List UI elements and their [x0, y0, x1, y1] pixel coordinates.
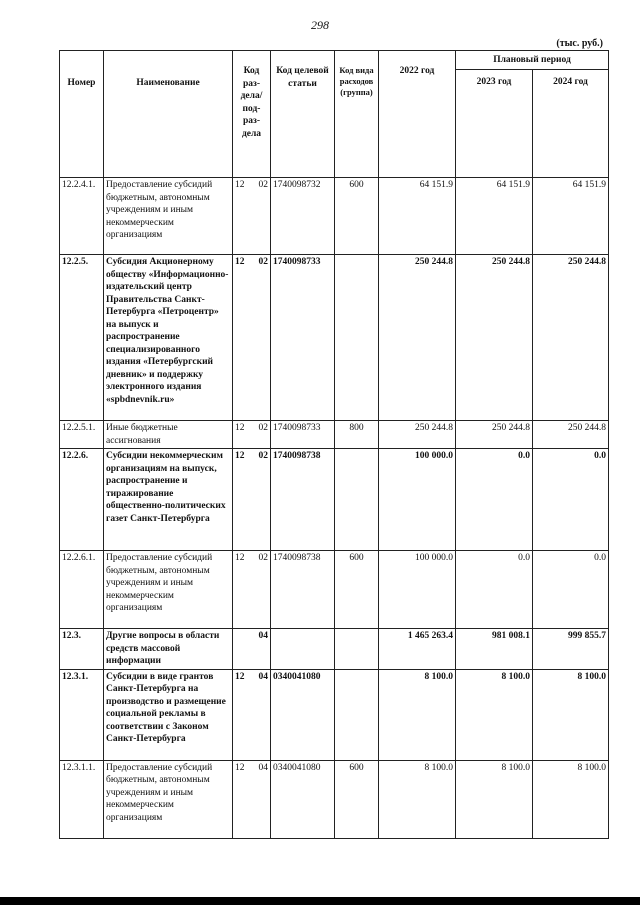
- header-2022: [379, 51, 456, 178]
- units-label: (тыс. руб.): [556, 38, 603, 49]
- row-pr: 04: [258, 631, 268, 641]
- header-2022-label: 2022 год: [399, 66, 435, 76]
- row-razdel: [233, 551, 271, 629]
- table-row: [60, 421, 609, 449]
- row-name: Субсидии в виде грантов Санкт-Петербурга на производство и размещение социальной рекламы в соответствии с Законом Санкт-Петербурга: [104, 669, 233, 760]
- row-2022: 250 244.8: [379, 255, 456, 421]
- row-pr: 02: [258, 257, 268, 267]
- row-2024: 0.0: [533, 449, 609, 551]
- row-pr: 04: [258, 762, 268, 773]
- row-rz: 12: [235, 423, 245, 433]
- row-2024: 250 244.8: [533, 255, 609, 421]
- row-razdel: [233, 669, 271, 760]
- row-razdel: [233, 629, 271, 670]
- row-name: Предоставление субсидий бюджетным, автономным учреждениям и иным некоммерческим организациям: [104, 178, 233, 255]
- row-rz: 12: [235, 451, 245, 461]
- row-2023: 0.0: [456, 449, 533, 551]
- row-vr: [335, 629, 379, 670]
- page-number: 298: [311, 18, 329, 32]
- row-pr: 02: [258, 553, 268, 563]
- row-rz: 12: [235, 180, 245, 190]
- row-2023: 0.0: [456, 551, 533, 629]
- row-cs: 0340041080: [271, 669, 335, 760]
- table-row: [60, 449, 609, 551]
- row-number: 12.2.5.1.: [60, 421, 104, 449]
- header-plan: [456, 51, 609, 70]
- row-vr: [335, 669, 379, 760]
- row-2024: 250 244.8: [533, 421, 609, 449]
- header-num-label: Номер: [67, 78, 96, 88]
- scan-bottom-edge: [0, 897, 640, 905]
- row-2022: 100 000.0: [379, 551, 456, 629]
- row-2022: 8 100.0: [379, 669, 456, 760]
- header-vr: [335, 51, 379, 178]
- row-pr: 02: [258, 451, 268, 461]
- row-2023: 64 151.9: [456, 178, 533, 255]
- row-vr: [335, 255, 379, 421]
- row-razdel: [233, 421, 271, 449]
- row-vr: 800: [335, 421, 379, 449]
- header-vr-label: Код вида расходов (группа): [339, 65, 374, 97]
- table-row: [60, 760, 609, 838]
- row-name: Другие вопросы в области средств массовой информации: [104, 629, 233, 670]
- row-2024: 8 100.0: [533, 669, 609, 760]
- row-name: Субсидии некоммерческим организациям на выпуск, распространение и тиражирование общественно-политических газет Санкт-Петербурга: [104, 449, 233, 551]
- row-2023: 981 008.1: [456, 629, 533, 670]
- row-vr: 600: [335, 760, 379, 838]
- row-2023: 8 100.0: [456, 669, 533, 760]
- row-cs: 1740098733: [271, 421, 335, 449]
- row-cs: [271, 629, 335, 670]
- row-2023: 250 244.8: [456, 255, 533, 421]
- row-vr: [335, 449, 379, 551]
- row-razdel: [233, 449, 271, 551]
- row-rz: 12: [235, 553, 245, 563]
- row-name: Предоставление субсидий бюджетным, автономным учреждениям и иным некоммерческим организациям: [104, 760, 233, 838]
- header-name: [104, 51, 233, 178]
- row-cs: 1740098733: [271, 255, 335, 421]
- budget-table: [59, 50, 609, 839]
- row-name: Предоставление субсидий бюджетным, автономным учреждениям и иным некоммерческим организациям: [104, 551, 233, 629]
- row-number: 12.2.6.1.: [60, 551, 104, 629]
- row-number: 12.3.: [60, 629, 104, 670]
- header-cs-label: Код целевой статьи: [276, 66, 329, 89]
- row-pr: 02: [258, 180, 268, 190]
- row-number: 12.2.6.: [60, 449, 104, 551]
- row-number: 12.3.1.: [60, 669, 104, 760]
- table-row: [60, 669, 609, 760]
- row-2022: 64 151.9: [379, 178, 456, 255]
- header-2023: [456, 70, 533, 178]
- row-number: 12.3.1.1.: [60, 760, 104, 838]
- row-pr: 04: [258, 671, 268, 682]
- table-row: [60, 255, 609, 421]
- row-razdel: [233, 178, 271, 255]
- row-2024: 64 151.9: [533, 178, 609, 255]
- row-2022: 100 000.0: [379, 449, 456, 551]
- header-razdel-label: Код раз-дела/ под-раз-дела: [240, 66, 263, 139]
- table-row: [60, 178, 609, 255]
- row-rz: 12: [235, 671, 245, 682]
- header-plan-label: Плановый период: [493, 54, 571, 65]
- row-cs: 1740098738: [271, 551, 335, 629]
- header-2024-label: 2024 год: [553, 77, 588, 87]
- table-row: [60, 629, 609, 670]
- row-name: Субсидия Акционерному обществу «Информационно-издательский центр Правительства Санкт-Петербурга «Петроцентр» на выпуск и распространение специализированного издания «Петербургский дневник» и поддержку электронного издания «spbdnevnik.ru»: [104, 255, 233, 421]
- row-2022: 250 244.8: [379, 421, 456, 449]
- row-2022: 1 465 263.4: [379, 629, 456, 670]
- row-rz: 12: [235, 762, 245, 773]
- row-cs: 1740098738: [271, 449, 335, 551]
- row-2023: 250 244.8: [456, 421, 533, 449]
- row-2024: 999 855.7: [533, 629, 609, 670]
- row-razdel: [233, 255, 271, 421]
- row-2022: 8 100.0: [379, 760, 456, 838]
- row-2024: 0.0: [533, 551, 609, 629]
- row-number: 12.2.4.1.: [60, 178, 104, 255]
- row-2023: 8 100.0: [456, 760, 533, 838]
- header-2023-label: 2023 год: [476, 77, 512, 87]
- row-pr: 02: [258, 423, 268, 433]
- row-rz: 12: [235, 257, 245, 267]
- row-razdel: [233, 760, 271, 838]
- header-row: [60, 51, 609, 70]
- header-num: [60, 51, 104, 178]
- row-cs: 0340041080: [271, 760, 335, 838]
- table-row: [60, 551, 609, 629]
- row-2024: 8 100.0: [533, 760, 609, 838]
- header-name-label: Наименование: [136, 78, 200, 88]
- row-vr: 600: [335, 551, 379, 629]
- row-cs: 1740098732: [271, 178, 335, 255]
- row-vr: 600: [335, 178, 379, 255]
- header-razdel: [233, 51, 271, 178]
- header-cs: [271, 51, 335, 178]
- header-2024: [533, 70, 609, 178]
- row-number: 12.2.5.: [60, 255, 104, 421]
- row-name: Иные бюджетные ассигнования: [104, 421, 233, 449]
